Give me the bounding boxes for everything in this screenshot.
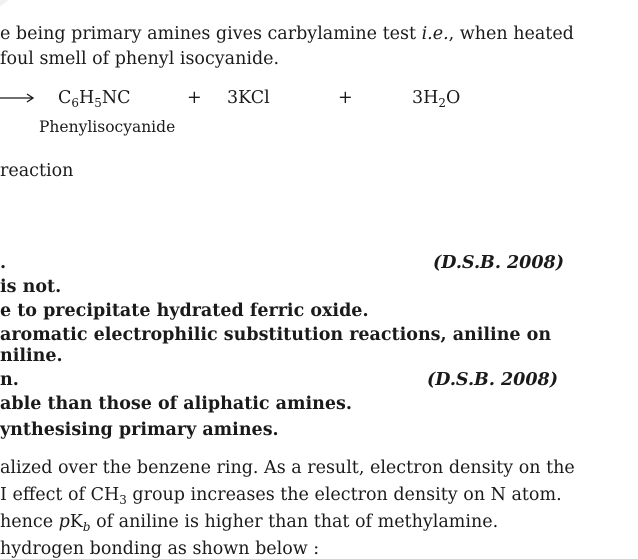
product-phenylisocyanide-formula: $C_6H_5NC$ [58, 88, 131, 110]
answer-line-2: I effect of $CH_3$ group increases the electron density on N atom. [0, 485, 562, 507]
intro-text-end: , when heated [448, 24, 574, 44]
intro-line-2: foul smell of phenyl isocyanide. [0, 49, 280, 69]
answer-line-1: alized over the benzene ring. As a result, electron density on the [0, 458, 575, 478]
question-line-4: niline. [0, 346, 63, 366]
product-water: $3H_2O$ [412, 88, 461, 110]
reaction-label: reaction [0, 161, 74, 181]
reference-dsb-1: (D.S.B. 2008) [433, 253, 564, 273]
answer-line-3: hence $pK_b$ of aniline is higher than that of methylamine. [0, 512, 499, 534]
question-line-2: e to precipitate hydrated ferric oxide. [0, 301, 369, 321]
question-line-1: is not. [0, 277, 62, 297]
question-line-5: n. [0, 370, 19, 390]
intro-text: e being primary amines gives carbylamine test [0, 24, 422, 44]
question-dot: . [0, 253, 7, 273]
intro-ie: i.e. [421, 24, 449, 44]
phenylisocyanide-label: Phenylisocyanide [39, 118, 176, 136]
plus-sign-2: + [338, 88, 353, 108]
question-line-3: aromatic electrophilic substitution reactions, aniline on [0, 325, 552, 345]
reference-dsb-2: (D.S.B. 2008) [427, 370, 558, 390]
question-line-7: ynthesising primary amines. [0, 420, 279, 440]
product-kcl: 3KCl [227, 88, 270, 108]
intro-line-1 [0, 24, 574, 44]
answer-line-4: hydrogen bonding as shown below : [0, 539, 320, 559]
plus-sign-1: + [187, 88, 202, 108]
reaction-arrow-icon [0, 88, 36, 108]
question-line-6: able than those of aliphatic amines. [0, 394, 352, 414]
